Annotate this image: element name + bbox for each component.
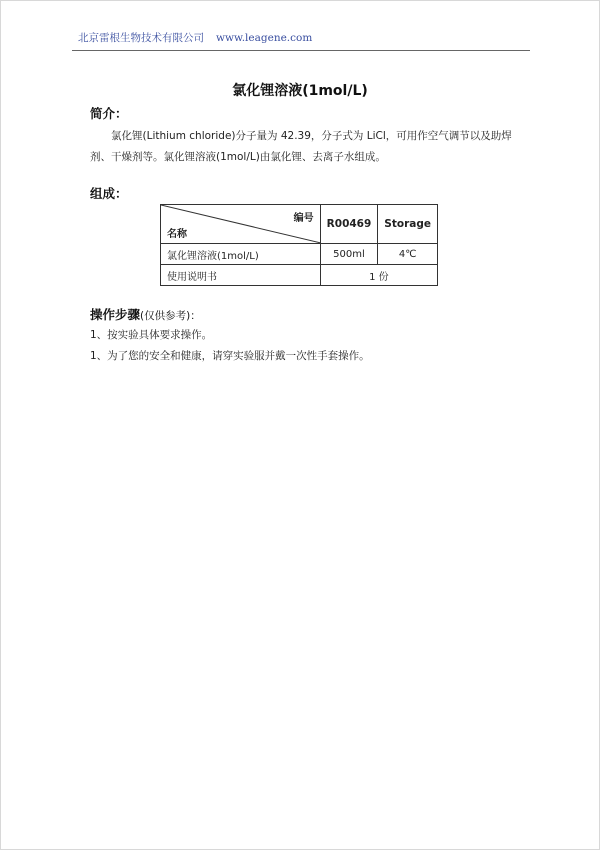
procedure-step: 1、为了您的安全和健康，请穿实验服并戴一次性手套操作。 [90,350,370,362]
row-name: 氯化锂溶液(1mol/L) [161,244,321,265]
intro-heading: 简介： [90,106,128,121]
intro-paragraph: 氯化锂(Lithium chloride)分子量为 42.39，分子式为 LiCl，可用作空气调节以及助焊剂、干燥剂等。氯化锂溶液(1mol/L)由氯化锂、去离子水组成。 [90,130,512,163]
composition-heading: 组成： [90,186,128,201]
row-storage: 4℃ [378,244,438,265]
document-title: 氯化锂溶液(1mol/L) [232,83,368,99]
row-amount: 1 份 [320,265,437,286]
column-header-storage: Storage [378,205,438,244]
row-name: 使用说明书 [161,265,321,286]
company-url[interactable]: www.leagene.com [216,32,313,44]
table-row [161,265,438,286]
procedure-heading-text: 操作步骤 [90,307,141,322]
page-header [78,30,530,45]
header-rule [72,50,530,51]
procedure-heading [90,305,201,323]
composition-table [160,204,438,286]
table-header-row [161,205,438,244]
row-amount: 500ml [320,244,378,265]
table-row [161,244,438,265]
procedure-step: 1、按实验具体要求操作。 [90,329,213,341]
corner-label-code: 编号 [293,213,314,224]
corner-label-name: 名称 [167,229,187,240]
column-header-code: R00469 [320,205,378,244]
company-name: 北京雷根生物技术有限公司 [78,32,204,44]
table-corner-cell [161,205,321,244]
procedure-heading-note: (仅供参考)： [140,310,201,322]
